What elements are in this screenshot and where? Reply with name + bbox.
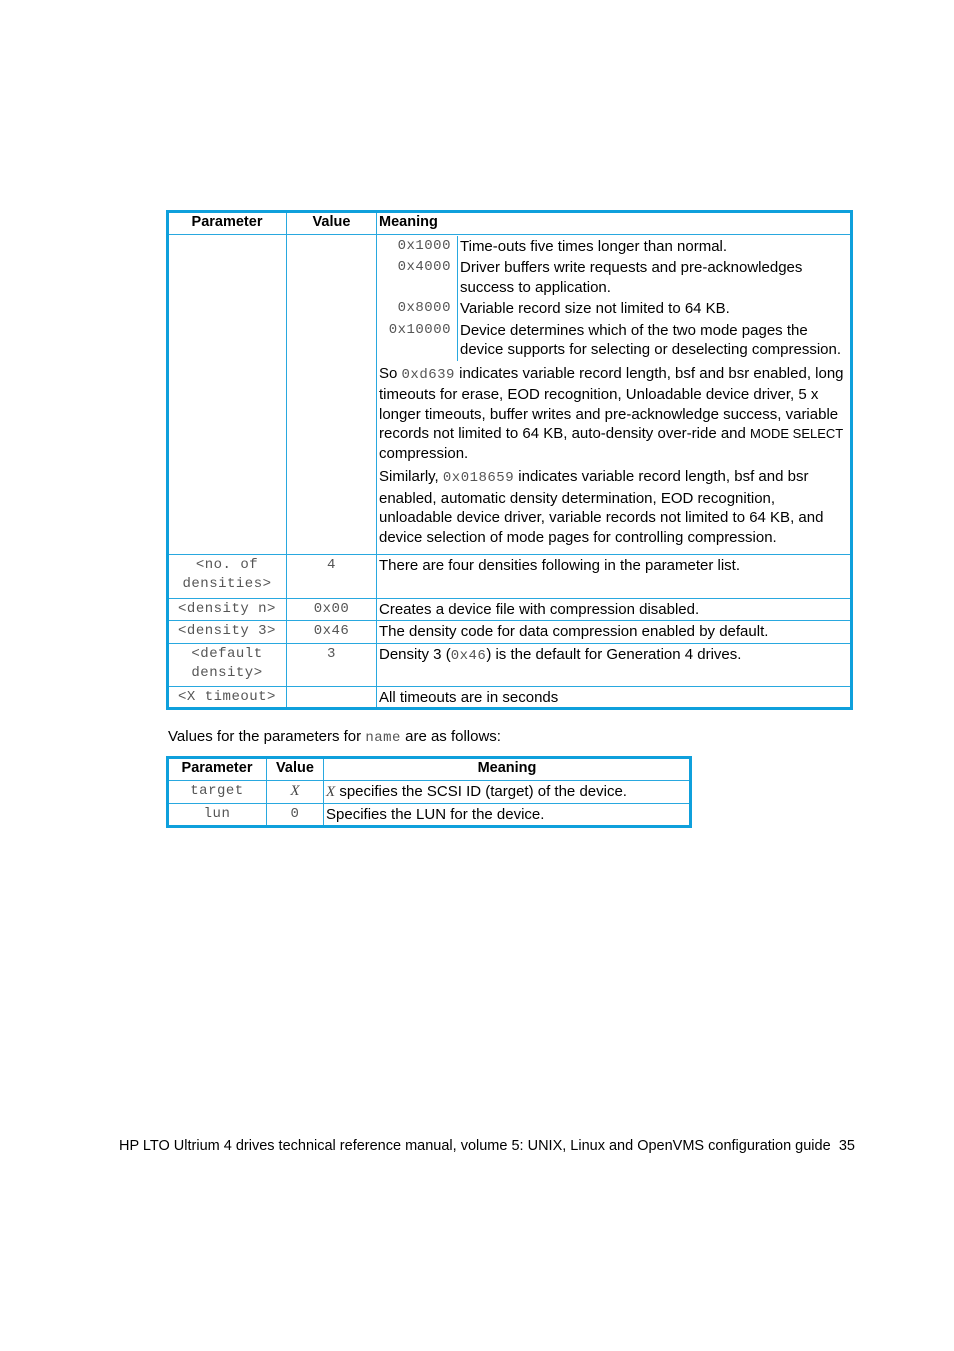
value-cell: 0x46 <box>287 621 377 644</box>
code-span: 0x018659 <box>442 470 515 486</box>
table-row <box>168 686 852 709</box>
flag-row <box>379 320 849 361</box>
example-paragraph-similarly <box>379 467 849 547</box>
flag-code: 0x10000 <box>379 320 458 361</box>
name-parameters-table <box>167 757 691 827</box>
meaning-cell: All timeouts are in seconds <box>377 686 852 709</box>
value-cell: 4 <box>287 554 377 598</box>
param-cell: <X timeout> <box>168 686 287 709</box>
variable-span: X <box>326 783 336 800</box>
text-span: compression. <box>379 444 469 462</box>
meaning-cell <box>324 780 691 804</box>
column-header-parameter: Parameter <box>168 758 267 781</box>
text-span: Similarly, <box>379 468 443 485</box>
text-span: specifies the SCSI ID (target) of the device. <box>335 782 627 800</box>
table-row <box>168 780 691 804</box>
column-header-meaning: Meaning <box>377 212 852 235</box>
text-span: MODE SELECT <box>750 426 844 441</box>
value-cell: 0 <box>267 804 324 827</box>
text-span: are as follows: <box>400 728 501 745</box>
column-header-meaning: Meaning <box>324 758 691 781</box>
meaning-cell: There are four densities following in the parameter list. <box>377 554 852 598</box>
column-header-parameter: Parameter <box>168 212 287 235</box>
meaning-cell: Creates a device file with compression disabled. <box>377 598 852 621</box>
flag-row <box>379 298 849 320</box>
footer-title: HP LTO Ultrium 4 drives technical reference manual, volume 5: UNIX, Linux and OpenVMS configuration guide <box>119 1138 831 1154</box>
table-header-row <box>168 758 691 781</box>
flag-description: Device determines which of the two mode pages the device supports for selecting or deselecting compression. <box>460 321 842 358</box>
flags-table <box>379 236 849 361</box>
param-cell: <density n> <box>168 598 287 621</box>
table-cell <box>168 234 287 554</box>
table-row <box>168 598 852 621</box>
param-cell: <default density> <box>168 643 287 686</box>
param-cell: <no. of densities> <box>168 554 287 598</box>
code-span: name <box>365 730 401 746</box>
flag-code: 0x1000 <box>379 236 458 258</box>
param-cell: target <box>168 780 267 804</box>
example-paragraph-so <box>379 364 849 464</box>
meaning-cell <box>377 234 852 554</box>
table-cell <box>287 234 377 554</box>
text-span: indicates variable record length, bsf and bsr enabled, long timeouts for erase, EOD recognition, Unloadable device driver, 5 x longer timeouts, buffer writes and pre-acknowledge success, variable records not limited to 64 KB, auto-density over-ride and <box>379 364 844 442</box>
flag-code: 0x4000 <box>379 257 458 298</box>
page-number: 35 <box>838 1138 855 1154</box>
flag-row <box>379 257 849 298</box>
parameters-table <box>167 211 852 709</box>
meaning-cell: The density code for data compression enabled by default. <box>377 621 852 644</box>
table-row <box>168 804 691 827</box>
flag-description: Variable record size not limited to 64 KB. <box>460 300 730 317</box>
table-header-row <box>168 212 852 235</box>
text-span: Values for the parameters for <box>168 728 366 745</box>
code-span: 0xd639 <box>401 366 455 383</box>
meaning-cell: Specifies the LUN for the device. <box>324 804 691 827</box>
table-row <box>168 554 852 598</box>
value-cell: 0x00 <box>287 598 377 621</box>
flag-description: Driver buffers write requests and pre-acknowledges success to application. <box>460 259 803 296</box>
page-footer <box>119 1136 855 1156</box>
table-row <box>168 643 852 686</box>
flag-row <box>379 236 849 258</box>
table-caption <box>168 727 501 748</box>
text-span: ) is the default for Generation 4 drives. <box>486 645 742 663</box>
column-header-value: Value <box>267 758 324 781</box>
table-row-continuation <box>168 234 852 554</box>
table-row <box>168 621 852 644</box>
text-span: So <box>379 364 402 382</box>
text-span: indicates variable record length, bsf and bsr enabled, automatic density determination, EOD recognition, unloadable device driver, variable records not limited to 64 KB, and device selection of mode pages for controlling compression. <box>379 468 824 546</box>
value-cell <box>287 686 377 709</box>
meaning-cell <box>377 643 852 686</box>
value-cell: 3 <box>287 643 377 686</box>
text-span: Density 3 ( <box>379 645 451 663</box>
flag-code: 0x8000 <box>379 298 458 320</box>
flag-description: Time-outs five times longer than normal. <box>460 237 728 255</box>
param-cell: lun <box>168 804 267 827</box>
code-span: 0x46 <box>450 647 487 664</box>
column-header-value: Value <box>287 212 377 235</box>
value-cell: X <box>267 780 324 804</box>
param-cell: <density 3> <box>168 621 287 644</box>
